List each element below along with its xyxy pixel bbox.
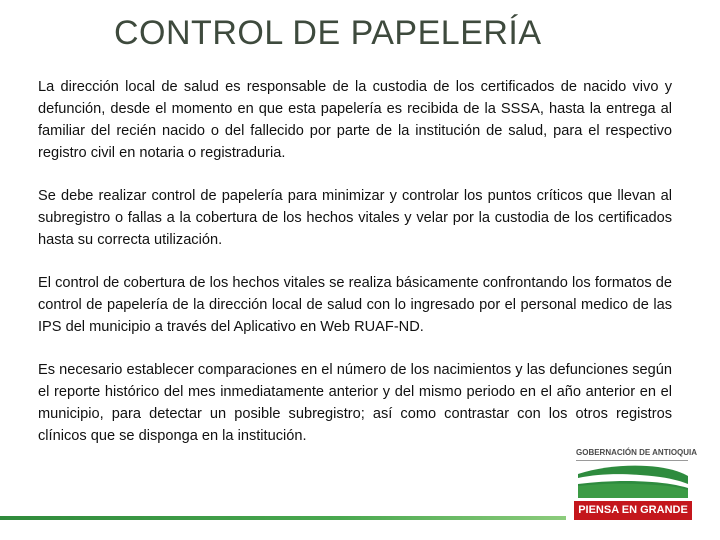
paragraph-custody: La dirección local de salud es responsable de la custodia de los certificados de nacido vivo y defunción, desde el momento en que esta papelería es recibida de la SSSA, hasta la entrega al familiar del recién nacido o del fallecido por parte de la institución de salud, para el respectivo registro civil en notaria o registraduria.	[38, 79, 672, 161]
paragraph-control-purpose: Se debe realizar control de papelería para minimizar y controlar los puntos críticos que llevan al subregistro o fallas a la cobertura de los hechos vitales y velar por la custodia de los certificados hasta su correcta utilización.	[38, 188, 672, 248]
paragraph-comparisons: Es necesario establecer comparaciones en el número de los nacimientos y las defunciones según el reporte histórico del mes inmediatamente anterior y del mismo periodo en el año anterior en el municipio, para detectar un posible subregistro; así como contrastar con los otros registros clínicos que se disponga en la institución.	[38, 362, 672, 444]
flag-icon	[578, 464, 688, 498]
logo-slogan: PIENSA EN GRANDE	[574, 501, 692, 520]
bottom-divider-line	[0, 516, 566, 520]
logo-header-text: GOBERNACIÓN DE ANTIOQUIA	[576, 448, 698, 457]
paragraph-coverage-control: El control de cobertura de los hechos vitales se realiza básicamente confrontando los formatos de control de papelería de la dirección local de salud con lo ingresado por el personal medico de las IPS del municipio a través del Aplicativo en Web RUAF-ND.	[38, 275, 672, 335]
page-title: CONTROL DE PAPELERÍA	[114, 14, 542, 52]
logo-divider	[576, 460, 688, 461]
gobernacion-antioquia-logo	[570, 446, 698, 522]
body-text	[38, 76, 672, 468]
